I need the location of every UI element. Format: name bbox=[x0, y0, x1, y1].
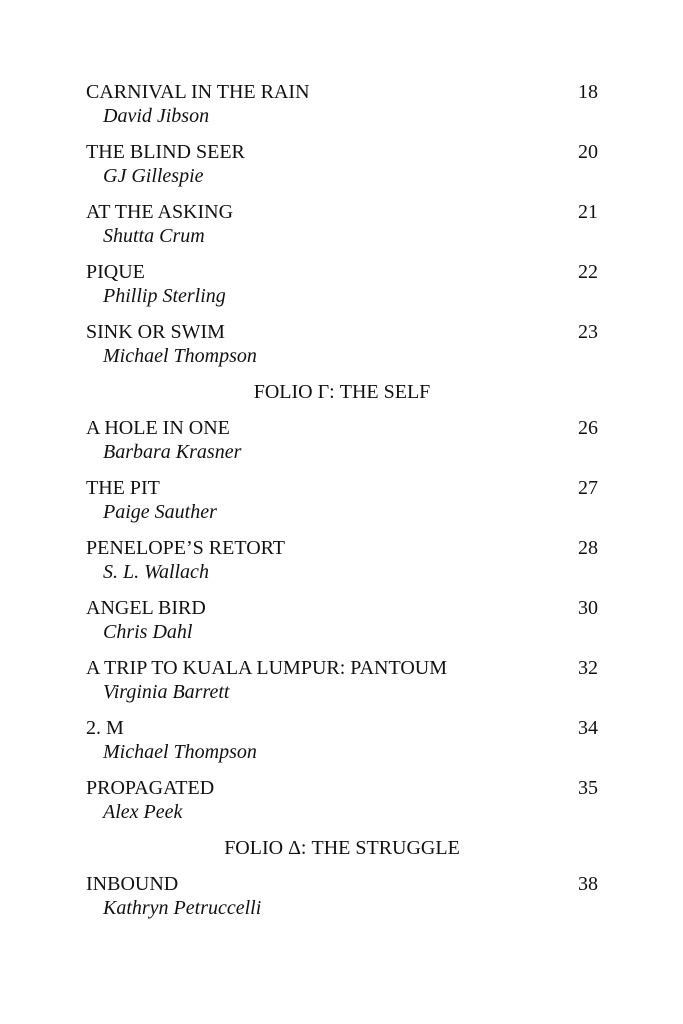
toc-entry bbox=[86, 656, 598, 716]
entry-title: A HOLE IN ONE bbox=[86, 417, 230, 439]
entry-title: AT THE ASKING bbox=[86, 201, 234, 223]
entry-author: David Jibson bbox=[103, 105, 210, 127]
toc-entry bbox=[86, 200, 598, 260]
entry-title: SINK OR SWIM bbox=[86, 321, 225, 343]
entry-title: PIQUE bbox=[86, 261, 145, 283]
toc-entry bbox=[86, 476, 598, 536]
toc-entry bbox=[86, 320, 598, 380]
entry-page-number: 23 bbox=[578, 321, 598, 343]
entry-page-number: 35 bbox=[578, 777, 598, 799]
toc-entry bbox=[86, 416, 598, 476]
entry-author: Virginia Barrett bbox=[103, 681, 230, 703]
entry-author: Barbara Krasner bbox=[103, 441, 242, 463]
toc-entry bbox=[86, 872, 598, 932]
entry-page-number: 28 bbox=[578, 537, 598, 559]
entry-title: PENELOPE’S RETORT bbox=[86, 537, 285, 559]
entry-page-number: 27 bbox=[578, 477, 598, 499]
entry-author: Chris Dahl bbox=[103, 621, 193, 643]
entry-page-number: 30 bbox=[578, 597, 598, 619]
table-of-contents bbox=[86, 80, 598, 932]
toc-entry bbox=[86, 140, 598, 200]
entry-author: Michael Thompson bbox=[103, 741, 257, 763]
entry-page-number: 32 bbox=[578, 657, 598, 679]
toc-entry bbox=[86, 776, 598, 836]
folio-heading: FOLIO Γ: THE SELF bbox=[253, 381, 431, 403]
entry-title: A TRIP TO KUALA LUMPUR: PANTOUM bbox=[86, 657, 448, 679]
entry-page-number: 20 bbox=[578, 141, 598, 163]
entry-page-number: 38 bbox=[578, 873, 598, 895]
entry-title: THE BLIND SEER bbox=[86, 141, 245, 163]
entry-title: 2. M bbox=[86, 717, 124, 739]
entry-author: Phillip Sterling bbox=[103, 285, 226, 307]
entry-author: Paige Sauther bbox=[103, 501, 217, 523]
entry-author: Alex Peek bbox=[103, 801, 183, 823]
entry-author: Michael Thompson bbox=[103, 345, 257, 367]
entry-title: THE PIT bbox=[86, 477, 160, 499]
entry-page-number: 34 bbox=[578, 717, 598, 739]
entry-author: Shutta Crum bbox=[103, 225, 205, 247]
toc-entry bbox=[86, 80, 598, 140]
folio-heading: FOLIO Δ: THE STRUGGLE bbox=[224, 837, 460, 859]
toc-entry bbox=[86, 596, 598, 656]
entry-page-number: 26 bbox=[578, 417, 598, 439]
entry-author: Kathryn Petruccelli bbox=[103, 897, 262, 919]
toc-entry bbox=[86, 536, 598, 596]
entry-page-number: 22 bbox=[578, 261, 598, 283]
entry-title: ANGEL BIRD bbox=[86, 597, 206, 619]
toc-entry bbox=[86, 716, 598, 776]
entry-title: CARNIVAL IN THE RAIN bbox=[86, 81, 310, 103]
entry-title: PROPAGATED bbox=[86, 777, 215, 799]
entry-author: GJ Gillespie bbox=[103, 165, 204, 187]
toc-entry bbox=[86, 260, 598, 320]
entry-page-number: 21 bbox=[578, 201, 598, 223]
entry-title: INBOUND bbox=[86, 873, 179, 895]
entry-author: S. L. Wallach bbox=[103, 561, 209, 583]
entry-page-number: 18 bbox=[578, 81, 598, 103]
